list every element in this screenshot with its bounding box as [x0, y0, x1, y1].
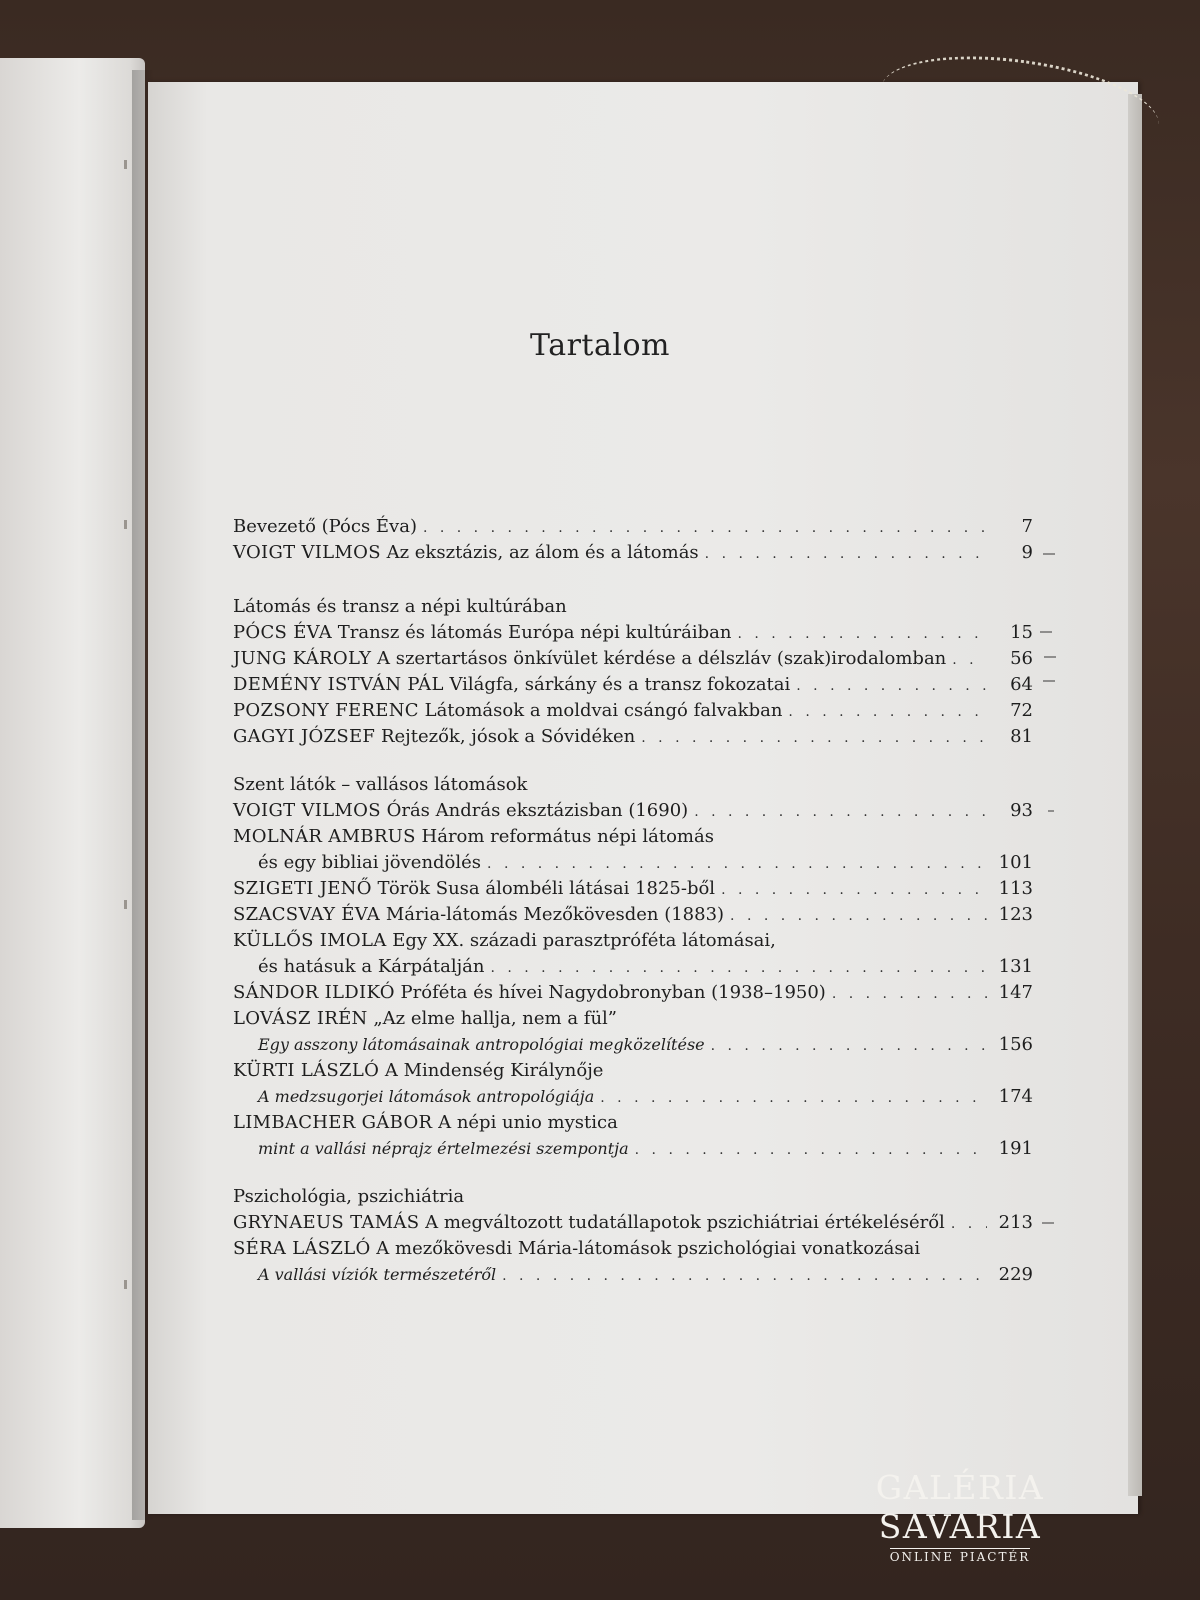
left-page — [0, 58, 145, 1528]
entry-title — [233, 798, 688, 824]
entry-title — [233, 540, 699, 566]
leader-dots — [952, 647, 987, 673]
toc-entry — [233, 928, 1033, 954]
page-number: 64 — [1010, 674, 1033, 695]
entry-author: SÉRA LÁSZLÓ — [233, 1238, 371, 1259]
page-number: 213 — [998, 1212, 1033, 1233]
toc-entry — [233, 646, 1033, 672]
page-number: 156 — [998, 1034, 1033, 1055]
toc-entry — [233, 902, 1033, 928]
entry-continuation: és egy bibliai jövendölés — [258, 852, 482, 873]
pencil-mark — [1040, 631, 1052, 633]
pencil-mark — [1042, 1222, 1054, 1224]
entry-title — [233, 980, 826, 1006]
toc-entry-continuation — [233, 1032, 1033, 1058]
page-number: 15 — [1010, 622, 1033, 643]
entry-text: Egy XX. századi parasztpróféta látomásai, — [392, 930, 776, 951]
section-heading: Látomás és transz a népi kultúrában — [233, 596, 567, 617]
toc-entry-continuation — [233, 850, 1033, 876]
leader-dots — [490, 955, 987, 981]
entry-text: Látomások a moldvai csángó falvakban — [424, 700, 783, 721]
entry-author: VOIGT VILMOS — [233, 542, 381, 563]
leader-dots — [788, 699, 987, 725]
entry-author: LOVÁSZ IRÉN — [233, 1008, 368, 1029]
toc-entry — [233, 698, 1033, 724]
entry-continuation: és hatásuk a Kárpátalján — [258, 956, 485, 977]
entry-text: A megváltozott tudatállapotok pszichiátriai értékeléséről — [425, 1212, 945, 1233]
entry-text: Mária-látomás Mezőkövesden (1883) — [385, 904, 725, 925]
toc-entry — [233, 798, 1033, 824]
entry-text: Török Susa álombéli látásai 1825-ből — [377, 878, 716, 899]
entry-text: „Az elme hallja, nem a fül” — [373, 1008, 618, 1029]
page-number: 147 — [998, 982, 1033, 1003]
leader-dots — [711, 1033, 987, 1059]
entry-text: Az eksztázis, az álom és a látomás — [386, 542, 699, 563]
page-number: 174 — [998, 1086, 1033, 1107]
entry-title — [233, 876, 715, 902]
toc-entry — [233, 980, 1033, 1006]
page-number: 9 — [1021, 542, 1033, 563]
leader-dots — [635, 1137, 987, 1163]
page-number: 7 — [1021, 516, 1033, 537]
binding-stitch — [124, 160, 127, 169]
entry-text: A Mindenség Királynője — [384, 1060, 604, 1081]
entry-author: PÓCS ÉVA — [233, 622, 333, 643]
entry-author: LIMBACHER GÁBOR — [233, 1112, 433, 1133]
entry-title — [233, 620, 731, 646]
entry-text: A szertartásos önkívület kérdése a délszláv (szak)irodalomban — [376, 648, 947, 669]
page-title: Tartalom — [530, 328, 670, 363]
toc-entry — [233, 540, 1033, 566]
entry-author: KÜLLŐS IMOLA — [233, 930, 387, 951]
entry-author: KÜRTI LÁSZLÓ — [233, 1060, 380, 1081]
page-number: 229 — [998, 1264, 1033, 1285]
watermark-subtitle: ONLINE PIACTÉR — [889, 1550, 1031, 1564]
toc-entry-continuation — [233, 1136, 1033, 1162]
page-edge — [1128, 94, 1142, 1496]
page-number: 56 — [1010, 648, 1033, 669]
entry-subtitle: mint a vallási néprajz értelmezési szempontja — [258, 1139, 629, 1158]
binding-stitch — [124, 520, 127, 529]
toc-entry-continuation — [233, 1084, 1033, 1110]
entry-title — [233, 698, 782, 724]
leader-dots — [832, 981, 987, 1007]
toc-entry — [233, 620, 1033, 646]
page-number: 101 — [998, 852, 1033, 873]
leader-dots — [796, 673, 987, 699]
page-number: 93 — [1010, 800, 1033, 821]
page-number: 113 — [998, 878, 1033, 899]
table-of-contents — [233, 514, 1033, 1288]
binding-stitch — [124, 1280, 127, 1289]
toc-entry — [233, 1210, 1033, 1236]
entry-title — [233, 724, 635, 750]
entry-author: SZACSVAY ÉVA — [233, 904, 381, 925]
leader-dots — [600, 1085, 987, 1111]
entry-author: MOLNÁR AMBRUS — [233, 826, 416, 847]
toc-entry — [233, 1058, 1033, 1084]
leader-dots — [694, 799, 987, 825]
entry-text: Transz és látomás Európa népi kultúráiban — [337, 622, 732, 643]
entry-text: Világfa, sárkány és a transz fokozatai — [449, 674, 791, 695]
pencil-mark — [1043, 680, 1055, 682]
page-number: 81 — [1010, 726, 1033, 747]
leader-dots — [487, 851, 987, 877]
entry-text: Órás András eksztázisban (1690) — [386, 800, 689, 821]
toc-entry — [233, 876, 1033, 902]
section-heading: Pszichológia, pszichiátria — [233, 1186, 465, 1207]
binding-stitch — [124, 900, 127, 909]
page-number: 191 — [998, 1138, 1033, 1159]
toc-entry — [233, 824, 1033, 850]
toc-entry — [233, 724, 1033, 750]
watermark-name: GALÉRIA SAVARIA — [875, 1468, 1045, 1546]
entry-title — [233, 646, 946, 672]
entry-text: Három református népi látomás — [421, 826, 714, 847]
leader-dots — [737, 621, 987, 647]
leader-dots — [721, 877, 987, 903]
entry-subtitle: A vallási víziók természetéről — [258, 1265, 497, 1284]
entry-author: GAGYI JÓZSEF — [233, 726, 376, 747]
leader-dots — [502, 1263, 987, 1289]
entry-text: Rejtezők, jósok a Sóvidéken — [380, 726, 636, 747]
entry-text: Próféta és hívei Nagydobronyban (1938–1950) — [400, 982, 826, 1003]
entry-author: VOIGT VILMOS — [233, 800, 381, 821]
pencil-mark — [1048, 810, 1054, 812]
leader-dots — [641, 725, 987, 751]
entry-subtitle: A medzsugorjei látomások antropológiája — [258, 1087, 595, 1106]
entry-author: POZSONY FERENC — [233, 700, 419, 721]
leader-dots — [705, 541, 987, 567]
entry-title — [233, 902, 724, 928]
toc-entry — [233, 672, 1033, 698]
entry-author: GRYNAEUS TAMÁS — [233, 1212, 420, 1233]
entry-author: DEMÉNY ISTVÁN PÁL — [233, 674, 444, 695]
toc-entry-continuation — [233, 954, 1033, 980]
toc-entry — [233, 1006, 1033, 1032]
page-number: 131 — [998, 956, 1033, 977]
leader-dots — [730, 903, 987, 929]
toc-entry — [233, 1236, 1033, 1262]
pencil-mark — [1044, 656, 1056, 658]
entry-subtitle: Egy asszony látomásainak antropológiai megközelítése — [258, 1035, 705, 1054]
entry-author: SÁNDOR ILDIKÓ — [233, 982, 395, 1003]
entry-author: SZIGETI JENŐ — [233, 878, 372, 899]
entry-title — [233, 1210, 945, 1236]
watermark-logo — [790, 1468, 1130, 1565]
entry-author: JUNG KÁROLY — [233, 648, 372, 669]
toc-entry — [233, 514, 1033, 540]
leader-dots — [951, 1211, 987, 1237]
entry-title — [233, 672, 790, 698]
section-heading: Szent látók – vallásos látomások — [233, 774, 528, 795]
toc-entry-continuation — [233, 1262, 1033, 1288]
entry-text: A népi unio mystica — [438, 1112, 618, 1133]
entry-text: A mezőkövesdi Mária-látomások pszichológiai vonatkozásai — [376, 1238, 921, 1259]
pencil-mark — [1043, 553, 1055, 555]
toc-entry — [233, 1110, 1033, 1136]
leader-dots — [423, 515, 987, 541]
page-number: 123 — [998, 904, 1033, 925]
page-number: 72 — [1010, 700, 1033, 721]
entry-title: Bevezető (Pócs Éva) — [233, 516, 417, 537]
